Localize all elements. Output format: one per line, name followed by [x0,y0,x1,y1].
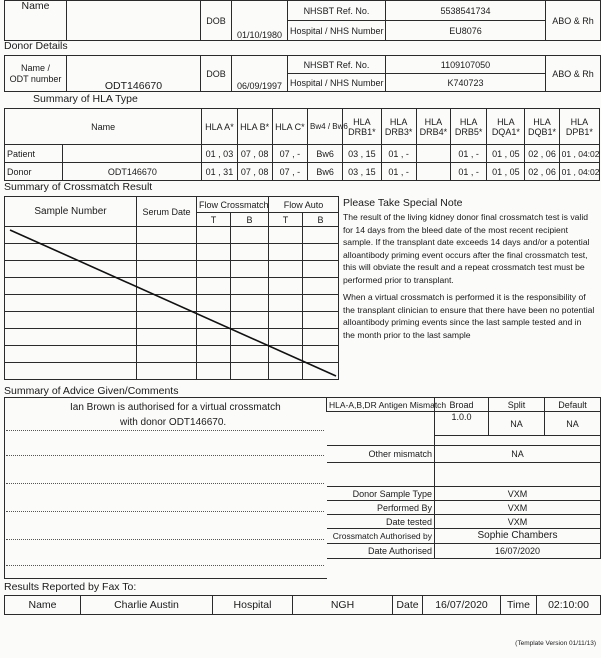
sample-number-header: Sample Number [5,197,137,227]
fax-name-label: Name [5,596,81,615]
mismatch-table [326,397,601,559]
authorised-by-label: Crossmatch Authorised by [327,529,435,544]
advice-title: Summary of Advice Given/Comments [4,385,179,397]
donor-dob-value: 06/09/1997 [232,56,288,92]
hla-cell: 02 , 06 [525,163,559,181]
default-header: Default [545,398,601,412]
hla-header-3: Bw4 / Bw6 [308,109,343,145]
advice-dotted-line [6,565,324,566]
hla-cell: 07 , - [272,163,307,181]
hla-header-4-top: HLA [353,116,371,127]
hla-cell: 01 , - [381,145,416,163]
hla-cell: 01 , 31 [202,163,237,181]
fax-table [4,595,601,615]
template-version: (Template Version 01/11/13) [515,640,596,647]
advice-dotted-line [6,430,324,431]
hla-cell: 01 , - [450,145,486,163]
fax-title: Results Reported by Fax To: [4,581,137,593]
donor-hospital-label: Hospital / NHS Number [288,74,386,92]
hla-cell: 01 , - [381,163,416,181]
flow-auto-t-header: T [269,213,303,227]
hla-row-label: Donor [5,163,63,181]
hla-cell: 03 , 15 [343,163,381,181]
fax-time-value: 02:10:00 [537,596,601,615]
hla-header-10-bottom: DPB1* [565,126,593,137]
advice-dotted-line [6,455,324,456]
donor-sample-type-value: VXM [435,487,601,501]
mismatch-label: HLA-A,B,DR Antigen Mismatch [327,398,435,412]
fax-time-label: Time [501,596,537,615]
advice-dotted-line [6,539,324,540]
date-tested-label: Date tested [327,515,435,529]
fax-date-value: 16/07/2020 [423,596,501,615]
special-note-para-2: When a virtual crossmatch is performed it is the responsibility of the transplant clinician to ensure that there have been no potential alloantibody priming events since the last sample tested and in the month prior to the last sample [343,292,595,340]
donor-details-title: Donor Details [4,40,68,52]
hla-cell: 01 , - [450,163,486,181]
donor-odt-label: ODT number [9,73,62,84]
donor-odt-value: ODT146670 [67,56,201,92]
donor-nhsbt-value: 1109107050 [386,56,546,74]
hla-cell: 01 , 05 [487,145,525,163]
flow-auto-header: Flow Auto [269,197,339,213]
recipient-abo-label: ABO & Rh [546,1,601,41]
hla-header-9-bottom: DQB1* [528,126,557,137]
hla-header-2: HLA C* [272,109,307,145]
recipient-dob-value: 01/10/1980 [232,1,288,41]
advice-dotted-line [6,511,324,512]
donor-dob-label: DOB [201,56,232,92]
flow-crossmatch-t-header: T [197,213,231,227]
hla-cell: 07 , 08 [237,163,272,181]
hla-cell: 02 , 06 [525,145,559,163]
hla-cell: Bw6 [308,163,343,181]
hla-header-7-bottom: DRB5* [454,126,483,137]
fax-hospital-label: Hospital [213,596,293,615]
hla-row-label: Patient [5,145,63,163]
hla-header-8-bottom: DQA1* [491,126,520,137]
hla-header-0: HLA A* [202,109,237,145]
date-authorised-value: 16/07/2020 [435,544,601,559]
donor-nhsbt-label: NHSBT Ref. No. [288,56,386,74]
hla-row-id: ODT146670 [63,163,202,181]
date-authorised-label: Date Authorised [327,544,435,559]
other-mismatch-value: NA [435,446,601,463]
hla-cell: 01 , 04:02 [559,145,599,163]
authorised-by-value: Sophie Chambers [435,529,601,544]
recipient-hospital-label: Hospital / NHS Number [288,21,386,41]
hla-cell: Bw6 [308,145,343,163]
advice-line-2: with donor ODT146670. [120,417,227,428]
hla-header-5-bottom: DRB3* [384,126,413,137]
recipient-name-label: Name [5,1,67,41]
hla-name-header: Name [5,109,202,145]
hla-cell: 01 , 05 [487,163,525,181]
recipient-dob-label: DOB [201,1,232,41]
flow-auto-b-header: B [303,213,339,227]
hla-cell: 07 , 08 [237,145,272,163]
fax-date-label: Date [393,596,423,615]
hla-header-6-bottom: DRB4* [419,126,448,137]
hla-header-6-top: HLA [424,116,443,127]
hla-header-5-top: HLA [389,116,408,127]
performed-by-value: VXM [435,501,601,515]
special-note-para-1: The result of the living kidney donor final crossmatch test is valid for 14 days from the bleed date of the most recent recipient sample. If the transplant date exceeds 14 days and/or a potential alloantibody priming event occurs after the final crossmatch test, this will obviate the result and a repeat crossmatch test must be performed prior to transplant. [343,212,590,285]
hla-header-9-top: HLA [533,116,551,127]
serum-date-header: Serum Date [137,197,197,227]
flow-crossmatch-b-header: B [231,213,269,227]
crossmatch-title: Summary of Crossmatch Result [4,181,153,193]
hla-header-8-top: HLA [497,116,515,127]
split-value: NA [489,412,545,436]
split-header: Split [489,398,545,412]
flow-crossmatch-header: Flow Crossmatch [197,197,269,213]
donor-abo-label: ABO & Rh [546,56,601,92]
hla-header-1: HLA B* [237,109,272,145]
recipient-hospital-value: EU8076 [386,21,546,41]
recipient-nhsbt-label: NHSBT Ref. No. [288,1,386,21]
hla-title: Summary of HLA Type [33,93,138,105]
advice-dotted-line [6,483,324,484]
recipient-nhsbt-value: 5538541734 [386,1,546,21]
date-tested-value: VXM [435,515,601,529]
special-note-title: Please Take Special Note [343,197,463,209]
donor-hospital-value: K740723 [386,74,546,92]
donor-name-label: Name / [20,62,50,73]
default-value: NA [545,412,601,436]
fax-name-value: Charlie Austin [81,596,213,615]
fax-hospital-value: NGH [293,596,393,615]
hla-cell: 03 , 15 [343,145,381,163]
broad-value: 1.0.0 [435,412,489,436]
other-mismatch-label: Other mismatch [327,446,435,463]
hla-header-4-bottom: DRB1* [348,126,376,137]
broad-header: Broad [435,398,489,412]
advice-line-1: Ian Brown is authorised for a virtual crossmatch [70,402,281,413]
donor-sample-type-label: Donor Sample Type [327,487,435,501]
performed-by-label: Performed By [327,501,435,515]
hla-header-10-top: HLA [570,116,589,127]
hla-cell: 07 , - [272,145,307,163]
hla-header-7-top: HLA [459,116,478,127]
hla-cell: 01 , 03 [202,145,237,163]
hla-cell: 01 , 04:02 [559,163,599,181]
